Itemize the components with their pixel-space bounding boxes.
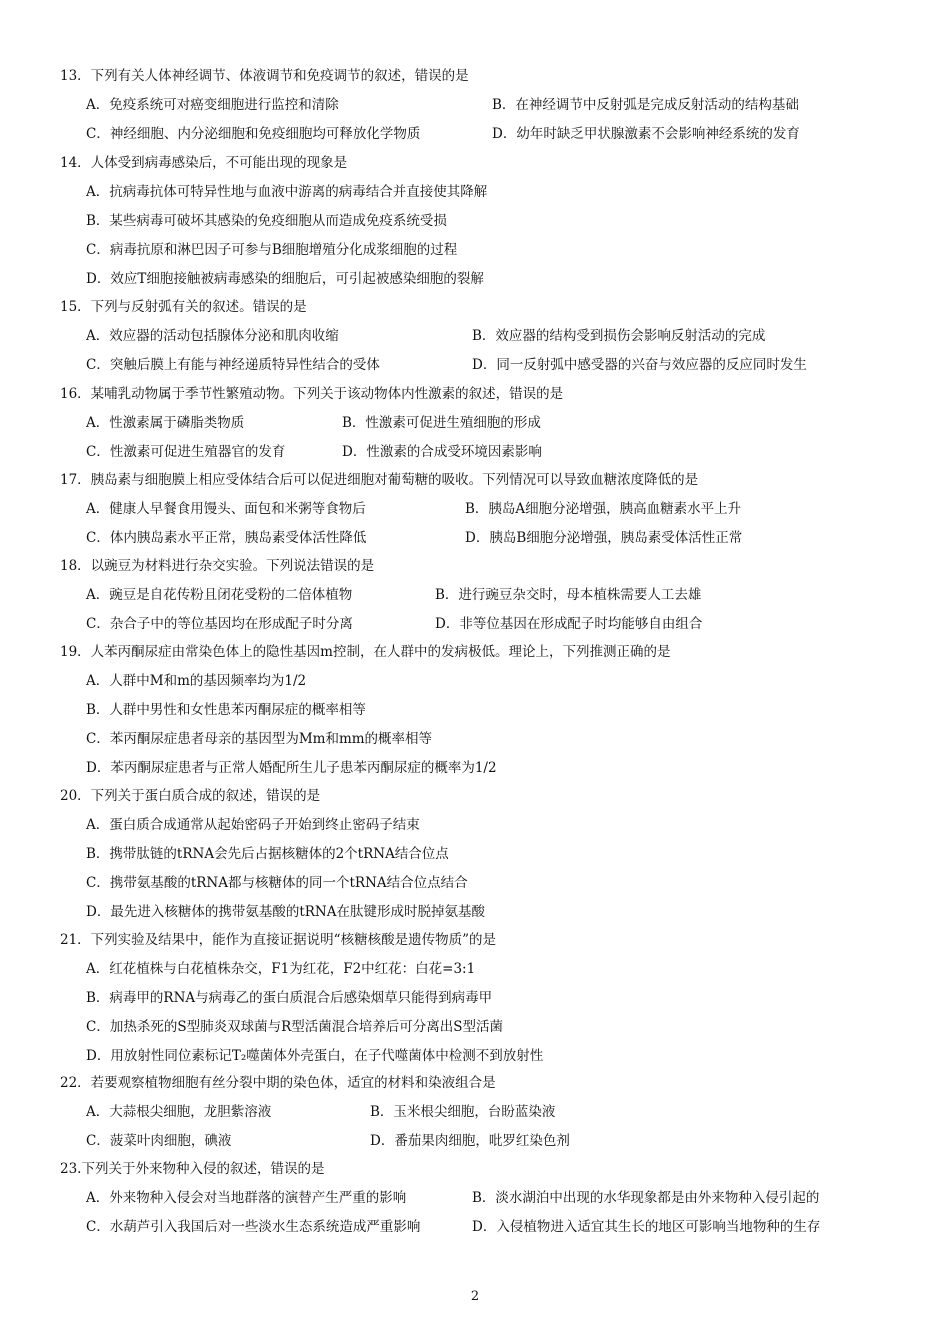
option-d: D．幼年时缺乏甲状腺激素不会影响神经系统的发育 [492, 126, 800, 142]
question-stem: 20．下列关于蛋白质合成的叙述，错误的是 [60, 788, 321, 804]
option-d: D．用放射性同位素标记T₂噬菌体外壳蛋白，在子代噬菌体中检测不到放射性 [86, 1048, 544, 1064]
question-stem: 18．以豌豆为材料进行杂交实验。下列说法错误的是 [60, 558, 375, 574]
option-b: B．病毒甲的RNA与病毒乙的蛋白质混合后感染烟草只能得到病毒甲 [86, 990, 493, 1006]
option-b: B．胰岛A细胞分泌增强，胰高血糖素水平上升 [465, 501, 742, 517]
option-b: B．进行豌豆杂交时，母本植株需要人工去雄 [435, 587, 702, 603]
question-stem: 23.下列关于外来物种入侵的叙述，错误的是 [60, 1161, 325, 1177]
question-14 [60, 153, 920, 298]
option-c: C．携带氨基酸的tRNA都与核糖体的同一个tRNA结合位点结合 [86, 875, 468, 891]
option-b: B．效应器的结构受到损伤会影响反射活动的完成 [472, 328, 766, 344]
option-a: A．效应器的活动包括腺体分泌和肌肉收缩 [86, 328, 339, 344]
option-a: A．免疫系统可对癌变细胞进行监控和清除 [86, 97, 339, 113]
option-d: D．性激素的合成受环境因素影响 [342, 444, 542, 460]
option-a: A．大蒜根尖细胞，龙胆紫溶液 [86, 1104, 272, 1120]
question-16 [60, 384, 920, 471]
question-stem: 22．若要观察植物细胞有丝分裂中期的染色体，适宜的材料和染液组合是 [60, 1075, 496, 1091]
option-a: A．红花植株与白花植株杂交，F1为红花，F2中红花：白花=3:1 [86, 961, 476, 977]
option-a: A．外来物种入侵会对当地群落的演替产生严重的影响 [86, 1190, 407, 1206]
option-c: C．水葫芦引入我国后对一些淡水生态系统造成严重影响 [86, 1219, 421, 1235]
option-a: A．抗病毒抗体可特异性地与血液中游离的病毒结合并直接使其降解 [86, 184, 488, 200]
option-c: C．体内胰岛素水平正常，胰岛素受体活性降低 [86, 530, 367, 546]
page-number: 2 [470, 1289, 480, 1304]
question-22 [60, 1073, 920, 1160]
option-d: D．入侵植物进入适宜其生长的地区可影响当地物种的生存 [472, 1219, 821, 1235]
option-d: D．最先进入核糖体的携带氨基酸的tRNA在肽键形成时脱掉氨基酸 [86, 904, 485, 920]
question-stem: 15．下列与反射弧有关的叙述。错误的是 [60, 299, 307, 315]
option-c: C．苯丙酮尿症患者母亲的基因型为Mm和mm的概率相等 [86, 731, 433, 747]
question-stem: 17．胰岛素与细胞膜上相应受体结合后可以促进细胞对葡萄糖的吸收。下列情况可以导致血糖浓度降低的是 [60, 472, 699, 488]
option-c: C．神经细胞、内分泌细胞和免疫细胞均可释放化学物质 [86, 126, 421, 142]
option-c: C．杂合子中的等位基因均在形成配子时分离 [86, 616, 353, 632]
question-21 [60, 930, 920, 1075]
question-18 [60, 556, 920, 643]
question-23 [60, 1159, 920, 1246]
question-stem: 14．人体受到病毒感染后，不可能出现的现象是 [60, 155, 348, 171]
option-d: D．胰岛B细胞分泌增强，胰岛素受体活性正常 [465, 530, 743, 546]
option-c: C．菠菜叶肉细胞，碘液 [86, 1133, 232, 1149]
question-stem: 13．下列有关人体神经调节、体液调节和免疫调节的叙述，错误的是 [60, 68, 469, 84]
question-stem: 16．某哺乳动物属于季节性繁殖动物。下列关于该动物体内性激素的叙述，错误的是 [60, 386, 564, 402]
option-b: B．某些病毒可破坏其感染的免疫细胞从而造成免疫系统受损 [86, 213, 447, 229]
option-d: D．同一反射弧中感受器的兴奋与效应器的反应同时发生 [472, 357, 807, 373]
option-b: B．玉米根尖细胞，台盼蓝染液 [370, 1104, 556, 1120]
question-stem: 19．人苯丙酮尿症由常染色体上的隐性基因m控制，在人群中的发病极低。理论上，下列推测正确的是 [60, 644, 671, 660]
option-b: B．淡水湖泊中出现的水华现象都是由外来物种入侵引起的 [472, 1190, 820, 1206]
question-19 [60, 642, 920, 787]
question-13 [60, 66, 920, 153]
option-a: A．人群中M和m的基因频率均为1/2 [86, 673, 307, 689]
question-20 [60, 786, 920, 931]
option-a: A．豌豆是自花传粉且闭花受粉的二倍体植物 [86, 587, 353, 603]
question-15 [60, 297, 920, 384]
option-a: A．性激素属于磷脂类物质 [86, 415, 245, 431]
option-a: A．蛋白质合成通常从起始密码子开始到终止密码子结束 [86, 817, 420, 833]
question-stem: 21．下列实验及结果中，能作为直接证据说明“核糖核酸是遗传物质”的是 [60, 932, 496, 948]
option-b: B．人群中男性和女性患苯丙酮尿症的概率相等 [86, 702, 366, 718]
option-d: D．苯丙酮尿症患者与正常人婚配所生儿子患苯丙酮尿症的概率为1/2 [86, 760, 497, 776]
question-17 [60, 470, 920, 557]
option-d: D．非等位基因在形成配子时均能够自由组合 [435, 616, 703, 632]
option-b: B．携带肽链的tRNA会先后占据核糖体的2个tRNA结合位点 [86, 846, 449, 862]
option-c: C．性激素可促进生殖器官的发育 [86, 444, 286, 460]
option-b: B．在神经调节中反射弧是完成反射活动的结构基础 [492, 97, 799, 113]
option-c: C．病毒抗原和淋巴因子可参与B细胞增殖分化成浆细胞的过程 [86, 242, 458, 258]
option-c: C．突触后膜上有能与神经递质特异性结合的受体 [86, 357, 380, 373]
option-c: C．加热杀死的S型肺炎双球菌与R型活菌混合培养后可分离出S型活菌 [86, 1019, 503, 1035]
option-a: A．健康人早餐食用馒头、面包和米粥等食物后 [86, 501, 366, 517]
option-d: D．番茄果肉细胞，吡罗红染色剂 [370, 1133, 570, 1149]
option-b: B．性激素可促进生殖细胞的形成 [342, 415, 541, 431]
option-d: D．效应T细胞接触被病毒感染的细胞后，可引起被感染细胞的裂解 [86, 271, 484, 287]
